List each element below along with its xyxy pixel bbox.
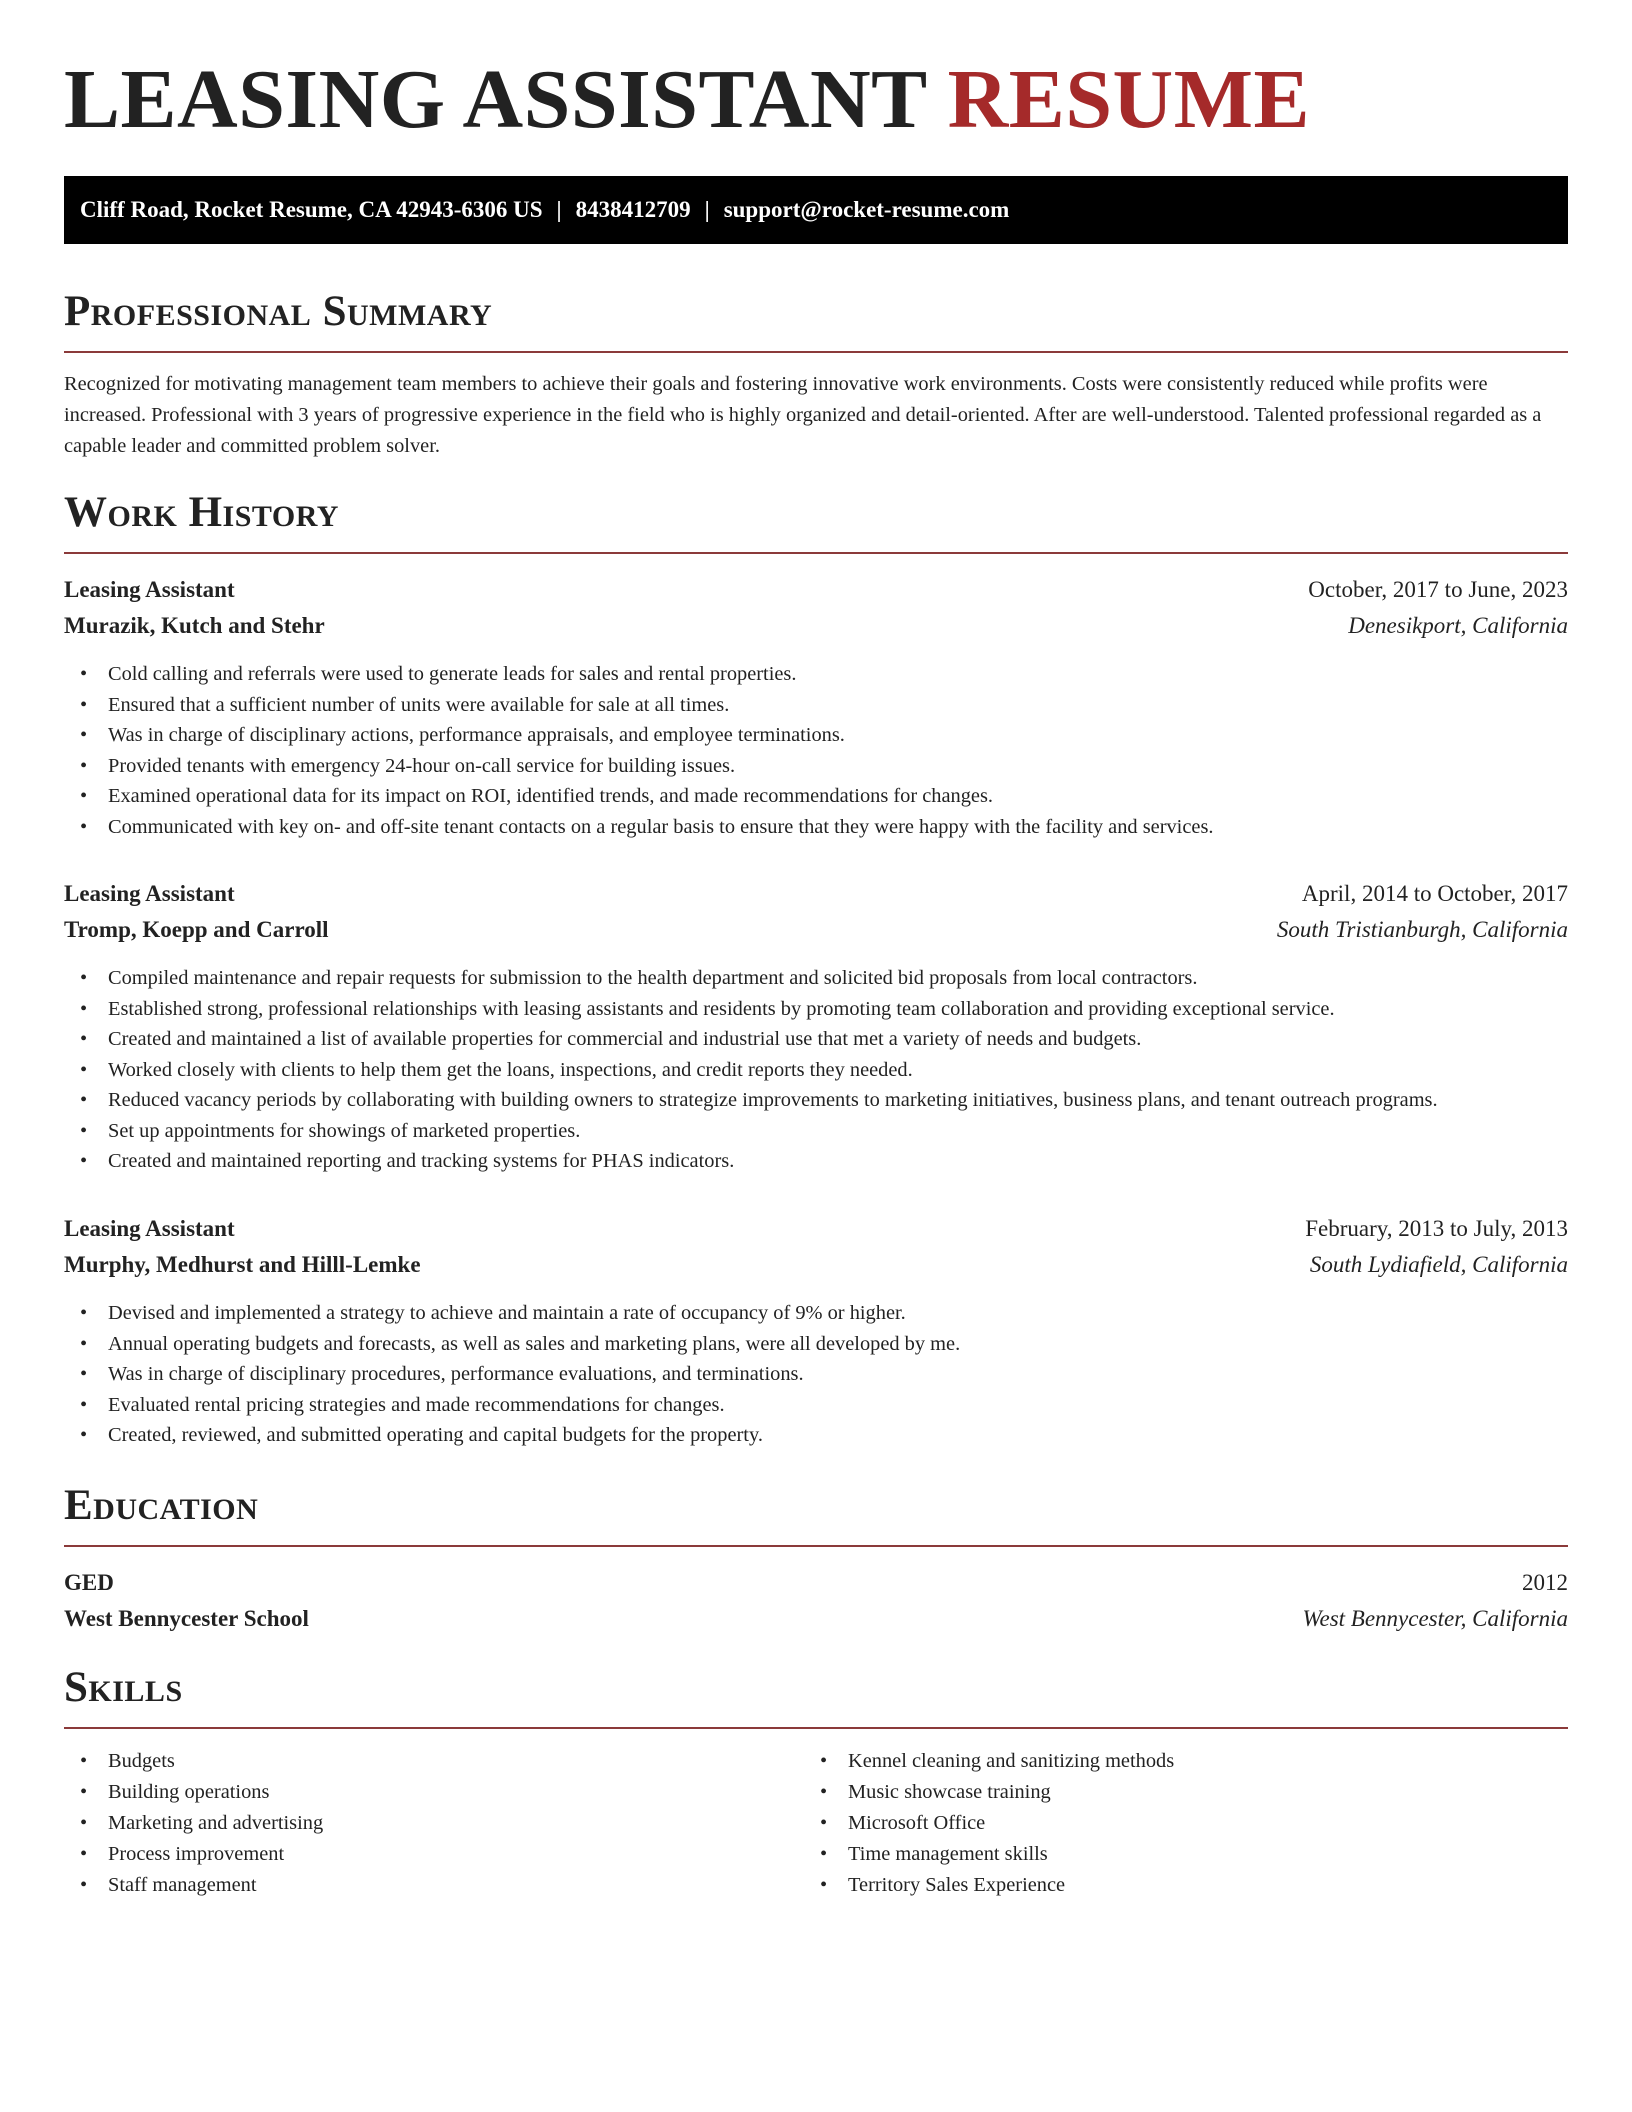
section-divider [64,552,1568,554]
skills-heading: Skills [64,1664,183,1711]
education-school: West Bennycester School [64,1606,309,1631]
job-location: South Tristianburgh, California [1276,917,1568,942]
contact-bar [64,176,1568,244]
job-title: Leasing Assistant [64,577,235,602]
list-item: • Worked closely with clients to help them get the loans, inspections, and credit reports they needed. [64,1055,1568,1086]
list-item: • Communicated with key on- and off-site tenant contacts on a regular basis to ensure that they were happy with the facility and services. [64,812,1568,843]
job-company-row [64,916,1568,944]
list-item: • Compiled maintenance and repair requests for submission to the health department and solicited bid proposals from local contractors. [64,963,1568,994]
list-item: • Established strong, professional relationships with leasing assistants and residents by promoting team collaboration and providing exceptional service. [64,994,1568,1025]
title-main: LEASING ASSISTANT [64,53,927,146]
skill-item: • Kennel cleaning and sanitizing methods [804,1746,1544,1777]
education-degree: GED [64,1570,114,1595]
work-history-heading: Work History [64,489,339,536]
job-duties-list [64,963,1568,1177]
education-school-row [64,1605,1568,1633]
job-company: Murphy, Medhurst and Hilll-Lemke [64,1252,421,1277]
list-item: • Was in charge of disciplinary actions, performance appraisals, and employee terminations. [64,720,1568,751]
contact-email[interactable]: support@rocket-resume.com [723,197,1010,222]
education-year: 2012 [1522,1570,1568,1595]
education-heading: Education [64,1482,259,1529]
job-location: South Lydiafield, California [1309,1252,1568,1277]
job-title-row [64,1215,1568,1243]
resume-title [64,52,1310,149]
contact-phone: 8438412709 [575,197,691,222]
job-company-row [64,612,1568,640]
skill-item: • Marketing and advertising [64,1808,804,1839]
contact-separator: | [556,197,562,222]
contact-separator: | [704,197,710,222]
job-title-row [64,576,1568,604]
job-title-row [64,880,1568,908]
skill-item: • Territory Sales Experience [804,1870,1544,1901]
section-divider [64,1545,1568,1547]
summary-heading: Professional Summary [64,288,493,335]
list-item: • Examined operational data for its impact on ROI, identified trends, and made recommendations for changes. [64,781,1568,812]
job-duties-list [64,659,1568,842]
job-company-row [64,1251,1568,1279]
education-degree-row [64,1569,1568,1597]
section-divider [64,1727,1568,1729]
skill-item: • Building operations [64,1777,804,1808]
job-location: Denesikport, California [1348,613,1568,638]
education-location: West Bennycester, California [1302,1606,1568,1631]
list-item: • Annual operating budgets and forecasts, as well as sales and marketing plans, were all developed by me. [64,1329,1568,1360]
skills-list-left [64,1746,804,1901]
job-dates: April, 2014 to October, 2017 [1301,881,1568,906]
summary-text: Recognized for motivating management team members to achieve their goals and fostering innovative work environments. Costs were consistently reduced while profits were increased. Professional with 3 years of progressive experience in the field who is highly organized and detail-oriented. After are well-understood. Talented professional regarded as a capable leader and committed problem solver. [64,373,1542,457]
job-dates: February, 2013 to July, 2013 [1305,1216,1568,1241]
job-duties-list [64,1298,1568,1451]
skill-item: • Staff management [64,1870,804,1901]
list-item: • Devised and implemented a strategy to achieve and maintain a rate of occupancy of 9% or higher. [64,1298,1568,1329]
job-company: Tromp, Koepp and Carroll [64,917,329,942]
section-divider [64,351,1568,353]
skill-item: • Music showcase training [804,1777,1544,1808]
list-item: • Set up appointments for showings of marketed properties. [64,1116,1568,1147]
skill-item: • Microsoft Office [804,1808,1544,1839]
list-item: • Was in charge of disciplinary procedures, performance evaluations, and terminations. [64,1359,1568,1390]
skill-item: • Time management skills [804,1839,1544,1870]
job-title: Leasing Assistant [64,881,235,906]
skill-item: • Process improvement [64,1839,804,1870]
list-item: • Provided tenants with emergency 24-hour on-call service for building issues. [64,751,1568,782]
job-dates: October, 2017 to June, 2023 [1308,577,1568,602]
job-company: Murazik, Kutch and Stehr [64,613,325,638]
job-title: Leasing Assistant [64,1216,235,1241]
contact-address: Cliff Road, Rocket Resume, CA 42943-6306 US [80,197,543,222]
list-item: • Reduced vacancy periods by collaborating with building owners to strategize improvements to marketing initiatives, business plans, and tenant outreach programs. [64,1085,1568,1116]
skill-item: • Budgets [64,1746,804,1777]
list-item: • Created, reviewed, and submitted operating and capital budgets for the property. [64,1420,1568,1451]
skills-list-right [804,1746,1544,1901]
list-item: • Ensured that a sufficient number of units were available for sale at all times. [64,690,1568,721]
list-item: • Evaluated rental pricing strategies and made recommendations for changes. [64,1390,1568,1421]
list-item: • Created and maintained reporting and tracking systems for PHAS indicators. [64,1146,1568,1177]
list-item: • Cold calling and referrals were used to generate leads for sales and rental properties. [64,659,1568,690]
list-item: • Created and maintained a list of available properties for commercial and industrial use that met a variety of needs and budgets. [64,1024,1568,1055]
title-accent: RESUME [947,53,1311,146]
